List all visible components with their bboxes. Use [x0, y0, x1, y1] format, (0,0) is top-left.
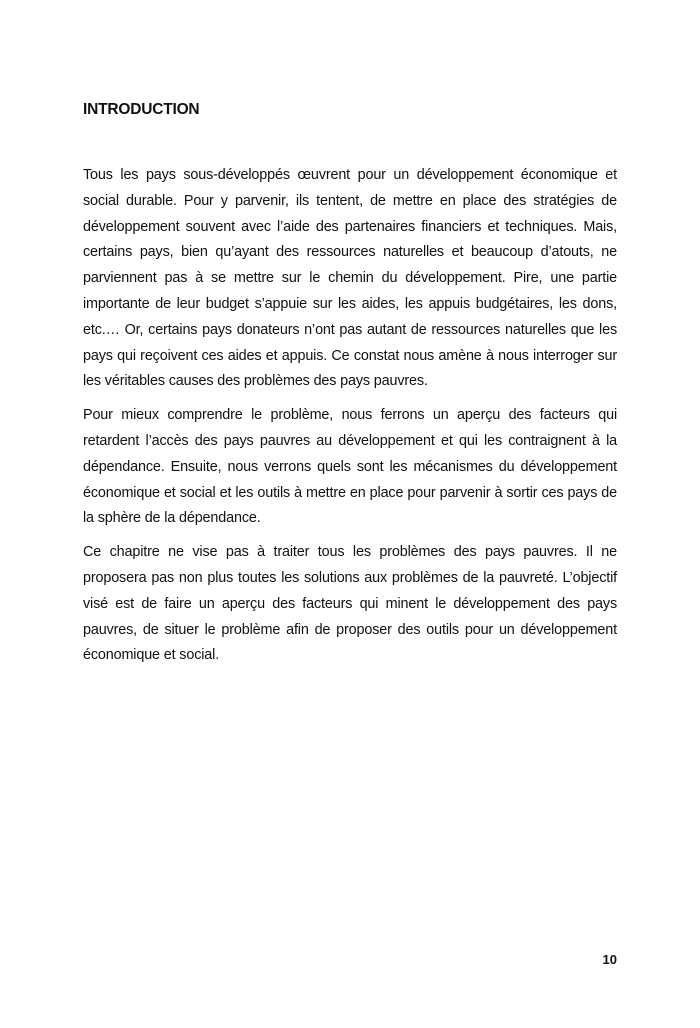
paragraph-2: Pour mieux comprendre le problème, nous ferrons un aperçu des facteurs qui retardent l’accès des pays pauvres au développement et qui les contraignent à la dépendance. Ensuite, nous verrons quels sont les mécanismes du développement économique et social et les outils à mettre en place pour parvenir à sortir ces pays de la sphère de la dépendance.: [83, 407, 617, 527]
section-heading: INTRODUCTION: [83, 101, 200, 118]
paragraph-1: Tous les pays sous-développés œuvrent pour un développement économique et social durable. Pour y parvenir, ils tentent, de mettre en place des stratégies de développement souvent avec l’aide des partenaires financiers et techniques. Mais, certains pays, bien qu’ayant des ressources naturelles et beaucoup d’atouts, ne parviennent pas à se mettre sur le chemin du développement. Pire, une partie importante de leur budget s’appuie sur les aides, les appuis budgétaires, les dons, etc.… Or, certains pays donateurs n’ont pas autant de ressources naturelles que les pays qui reçoivent ces aides et appuis. Ce constat nous amène à nous interroger sur les véritables causes des problèmes des pays pauvres.: [83, 167, 617, 390]
page-number: 10: [602, 952, 617, 967]
body-text: [83, 163, 617, 677]
paragraph-3: Ce chapitre ne vise pas à traiter tous les problèmes des pays pauvres. Il ne proposera pas non plus toutes les solutions aux problèmes de la pauvreté. L’objectif visé est de faire un aperçu des facteurs qui minent le développement des pays pauvres, de situer le problème afin de proposer des outils pour un développement économique et social.: [83, 544, 617, 664]
